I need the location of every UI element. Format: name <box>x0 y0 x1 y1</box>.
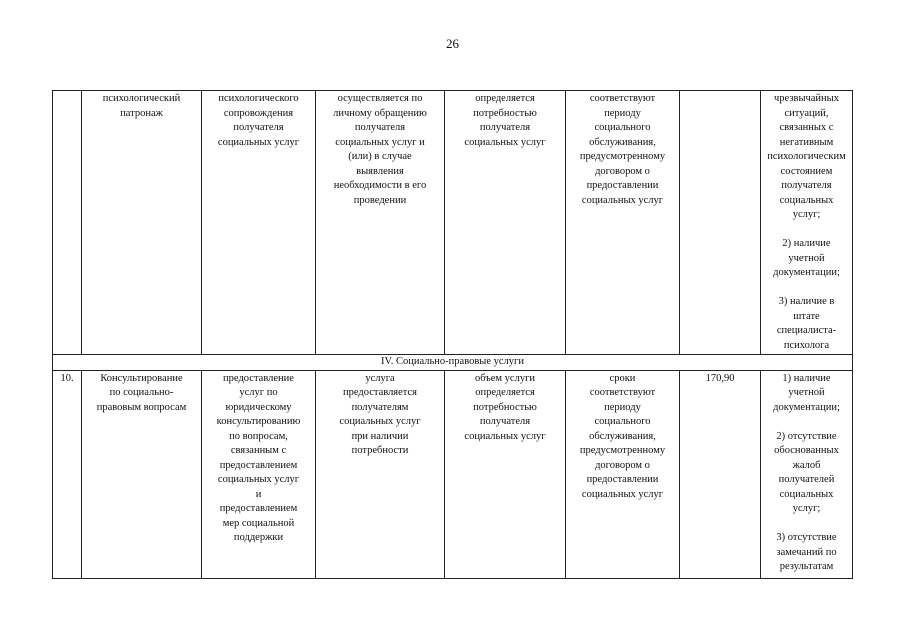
service-conditions-cell: осуществляется по личному обращению получателя социальных услуг и (или) в случае выявления необходимости в его проведении <box>316 91 445 355</box>
service-price-cell: 170,90 <box>680 370 761 578</box>
service-volume-cell: объем услуги определяется потребностью получателя социальных услуг <box>445 370 566 578</box>
service-volume-cell: определяется потребностью получателя социальных услуг <box>445 91 566 355</box>
page-number: 26 <box>446 36 459 51</box>
service-content-cell: предоставление услуг по юридическому консультированию по вопросам, связанным с предоставлением социальных услуг и предоставлением мер социальной поддержки <box>202 370 316 578</box>
service-name-cell: психологический патронаж <box>82 91 202 355</box>
service-price-cell <box>680 91 761 355</box>
service-conditions-cell: услуга предоставляется получателям социальных услуг при наличии потребности <box>316 370 445 578</box>
table-row <box>53 91 853 355</box>
service-term-cell: сроки соответствуют периоду социального обслуживания, предусмотренному договором о предоставлении социальных услуг <box>566 370 680 578</box>
service-content-cell: психологического сопровождения получателя социальных услуг <box>202 91 316 355</box>
service-name-cell: Консультирование по социально- правовым вопросам <box>82 370 202 578</box>
services-table <box>52 90 853 579</box>
row-number-cell <box>53 91 82 355</box>
row-number-cell: 10. <box>53 370 82 578</box>
table-row <box>53 370 853 578</box>
service-term-cell: соответствуют периоду социального обслуживания, предусмотренному договором о предоставлении социальных услуг <box>566 91 680 355</box>
service-quality-cell: чрезвычайных ситуаций, связанных с негативным психологическим состоянием получателя социальных услуг; 2) наличие учетной документации; 3) наличие в штате специалиста- психолога <box>761 91 853 355</box>
section-title: IV. Социально-правовые услуги <box>53 355 853 371</box>
service-quality-cell: 1) наличие учетной документации; 2) отсутствие обоснованных жалоб получателей социальных услуг; 3) отсутствие замечаний по результатам <box>761 370 853 578</box>
section-header-row <box>53 355 853 371</box>
